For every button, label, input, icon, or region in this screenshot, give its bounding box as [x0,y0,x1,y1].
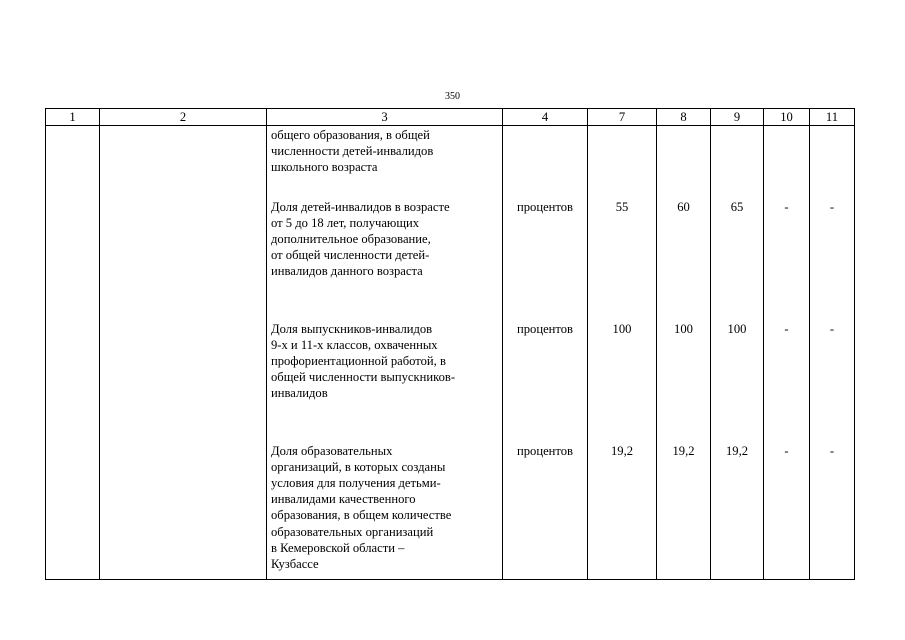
header-col-8: 8 [657,109,711,126]
indicator-value-8: 100 [657,318,711,440]
indicator-value-8: 60 [657,196,711,318]
indicator-value-9 [711,126,764,196]
indicator-unit: процентов [503,196,588,318]
indicator-description: Доля выпускников-инвалидов 9-х и 11-х классов, охваченных профориентационной работой, в общей численности выпускников- инвалидов [267,318,503,440]
indicator-unit [503,126,588,196]
indicator-value-7: 55 [588,196,657,318]
indicator-value-10: - [764,440,810,580]
header-col-1: 1 [46,109,100,126]
indicator-value-10 [764,126,810,196]
indicator-description: Доля детей-инвалидов в возрасте от 5 до 18 лет, получающих дополнительное образование, от общей численности детей- инвалидов данного возраста [267,196,503,318]
indicator-value-10: - [764,196,810,318]
indicator-value-7: 19,2 [588,440,657,580]
indicator-unit: процентов [503,318,588,440]
header-col-2: 2 [100,109,267,126]
indicator-value-9: 65 [711,196,764,318]
indicator-value-9: 100 [711,318,764,440]
table-row [46,126,855,196]
header-col-10: 10 [764,109,810,126]
indicator-value-8 [657,126,711,196]
header-col-7: 7 [588,109,657,126]
indicator-unit: процентов [503,440,588,580]
indicator-value-11: - [810,196,855,318]
header-col-3: 3 [267,109,503,126]
header-col-4: 4 [503,109,588,126]
indicator-value-7: 100 [588,318,657,440]
indicator-value-11: - [810,440,855,580]
cell-col-1 [46,126,100,580]
indicator-description: Доля образовательных организаций, в которых созданы условия для получения детьми- инвалидами качественного образования, в общем количестве образовательных организаций в Кемеровской области – Кузбассе [267,440,503,580]
indicators-table [45,108,855,580]
header-col-11: 11 [810,109,855,126]
page-number: 350 [445,91,460,102]
indicator-value-8: 19,2 [657,440,711,580]
header-col-9: 9 [711,109,764,126]
indicator-value-11 [810,126,855,196]
indicator-value-9: 19,2 [711,440,764,580]
cell-col-2 [100,126,267,580]
indicator-value-11: - [810,318,855,440]
indicator-value-10: - [764,318,810,440]
table-header-row [46,109,855,126]
indicator-value-7 [588,126,657,196]
indicator-description: общего образования, в общей численности детей-инвалидов школьного возраста [267,126,503,196]
